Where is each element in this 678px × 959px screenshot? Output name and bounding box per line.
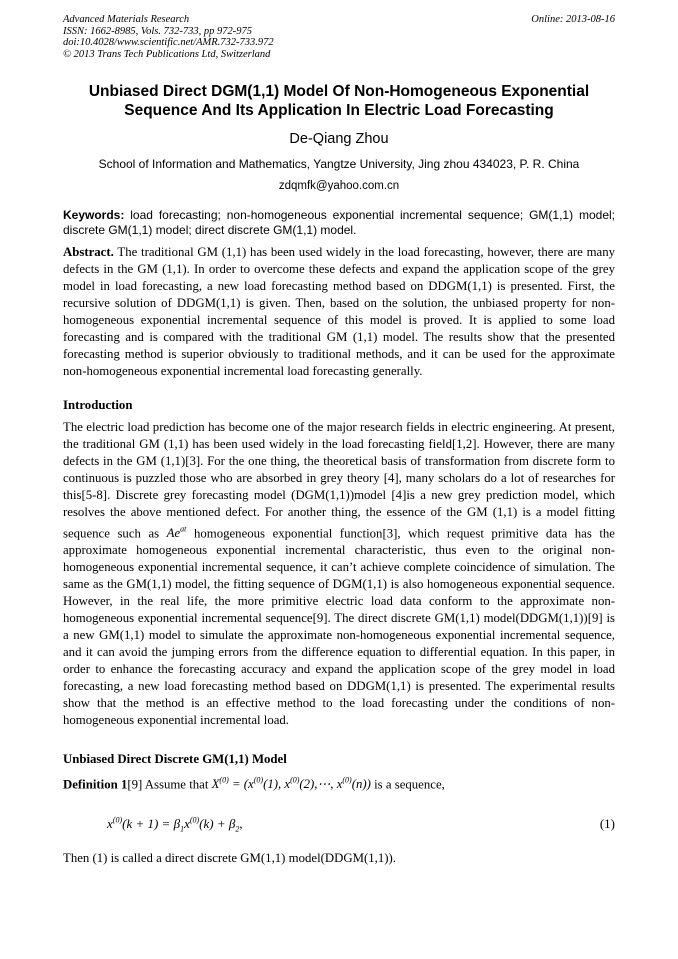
journal-header (63, 14, 615, 60)
abstract-label: Abstract. (63, 245, 114, 259)
doi: doi:10.4028/www.scientific.net/AMR.732-733.972 (63, 37, 274, 48)
definition-1 (63, 776, 615, 792)
affiliation: School of Information and Mathematics, Yangtze University, Jing zhou 434023, P. R. China (98, 157, 580, 171)
intro-text-2: homogeneous exponential function[3], which request primitive data has the approximate homogeneous exponential incremental characteristic, thus even to the original non-homogeneous exponential incremental sequence, it can’t achieve complete coincidence of simulation. The same as the GM(1,1) model, the fitting sequence of DGM(1,1) is also homogeneous exponential sequence. However, in the real life, the more primitive electric load data conform to the approximate non-homogeneous exponential incremental sequence[9]. The direct discrete GM(1,1) model(DDGM(1,1))[9] is a new GM(1,1) model to simulate the approximate non-homogeneous exponential incremental sequence, and it can avoid the jumping errors from the difference equation to differential equation. In this paper, in order to enhance the forecasting accuracy and expand the application scope of the grey model in load forecasting, a new load forecasting method based on DDGM(1,1) is presented. The experimental results show that the method is an effective method to the load forecasting under the conditions of non-homogeneous exponential incremental load. (63, 526, 615, 728)
abstract-text: The traditional GM (1,1) has been used widely in the load forecasting, however, there are many defects in the GM (1,1). In order to overcome these defects and expand the application scope of the grey model in load forecasting, a new load forecasting method based on DDGM(1,1) is presented. First, the recursive solution of DDGM(1,1) is given. Then, based on the solution, the unbiased property for non-homogeneous exponential incremental sequence of this model is proved. It is applied to some load forecasting and is compared with the traditional GM (1,1) model. The results show that the presented forecasting method is superior obviously to traditional methods, and it can be used for the approximate non-homogeneous exponential incremental load forecasting generally. (63, 245, 616, 378)
equation-number: (1) (599, 816, 615, 831)
online-date: Online: 2013-08-16 (531, 14, 615, 25)
author: De-Qiang Zhou (289, 131, 389, 147)
keywords-text: load forecasting; non-homogeneous exponential incremental sequence; GM(1,1) model; discrete GM(1,1) model; direct discrete GM(1,1) model. (63, 208, 615, 237)
title-line-2: Sequence And Its Application In Electric Load Forecasting (124, 102, 554, 119)
journal-name: Advanced Materials Research (63, 14, 190, 25)
inline-formula: $Ae^{at}$ (166, 525, 187, 541)
definition-ref: [9] Assume that (127, 777, 209, 792)
intro-paragraph (63, 419, 615, 729)
definition-tail: is a sequence, (374, 777, 445, 792)
email: zdqmfk@yahoo.com.cn (278, 180, 400, 192)
section-heading: Unbiased Direct Discrete GM(1,1) Model (63, 752, 287, 766)
equation-1: $x^{(0)}(k + 1) = \beta_1x^{(0)}(k) + \beta_2$, (107, 816, 243, 834)
keywords (63, 208, 615, 238)
paper-title (63, 82, 615, 120)
then-text: Then (1) is called a direct discrete GM(1,1) model(DDGM(1,1)). (63, 851, 396, 865)
title-line-1: Unbiased Direct DGM(1,1) Model Of Non-Homogeneous Exponential (88, 83, 590, 100)
intro-text-1: The electric load prediction has become one of the major research fields in electric engineering. At present, the traditional GM (1,1) has been used widely in the load forecasting field[1,2]. However, there are many defects in the GM (1,1)[3]. For the one thing, the theoretical basis of transformation from discrete form to continuous is puzzled those who are absorbed in grey theory [4], many scholars do a lot of researches for this[5-8]. Discrete grey forecasting model (DGM(1,1))model [4]is a new grey prediction model, which resolves the above mentioned defect. For another thing, the essence of the GM (1,1) is a model fitting sequence such as (63, 420, 615, 541)
copyright: © 2013 Trans Tech Publications Ltd, Switzerland (63, 48, 271, 60)
definition-label: Definition 1 (63, 777, 128, 792)
intro-heading: Introduction (63, 398, 133, 412)
sequence-formula: $X^{(0)} = (x^{(0)}(1)$, $x^{(0)}(2),\cdots$, $x^{(0)}(n)$) (211, 776, 371, 792)
abstract (63, 244, 615, 380)
issn: ISSN: 1662-8985, Vols. 732-733, pp 972-975 (63, 25, 252, 37)
keywords-label: Keywords: (63, 208, 125, 222)
